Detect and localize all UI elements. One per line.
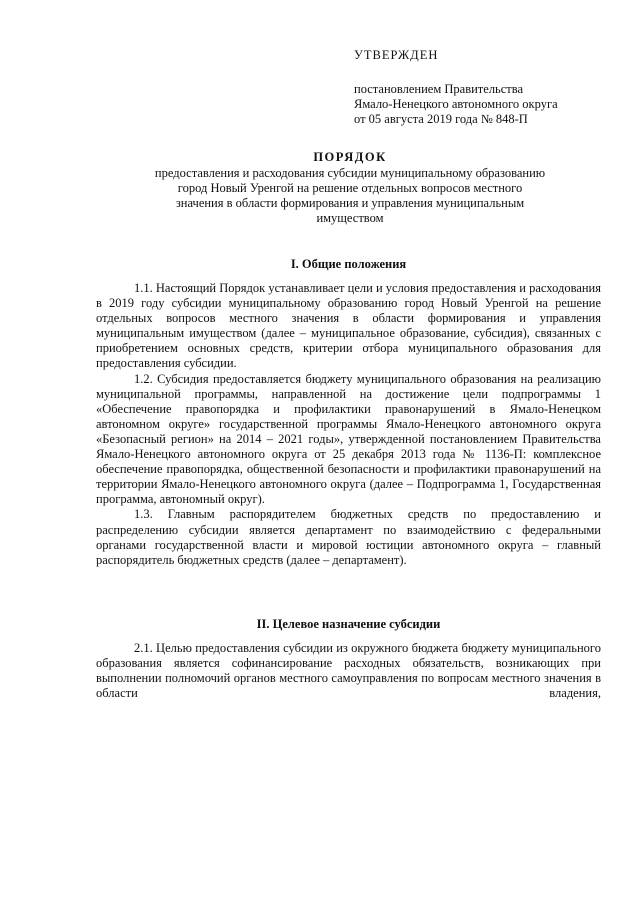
section-general-body (96, 281, 601, 568)
approval-line: от 05 августа 2019 года № 848-П (354, 112, 528, 126)
paragraph: 1.2. Субсидия предоставляется бюджету муниципального образования на реализацию муниципальной программы, направленной на достижение цели подпрограммы 1 «Обеспечение правопорядка и профилактики правонарушений в Ямало-Ненецком автономном округе» государственной программы Ямало-Ненецкого автономного округа «Безопасный регион» на 2014 – 2021 годы», утвержденной постановлением Правительства Ямало-Ненецкого автономного округа от 25 декабря 2013 года № 1136-П: комплексное обеспечение правопорядка, общественной безопасности и профилактики правонарушений на территории Ямало-Ненецкого автономного округа (далее – Подпрограмма 1, Государственная программа, автономный округ). (96, 371, 601, 507)
section-purpose-body (96, 641, 601, 701)
title-line: город Новый Уренгой на решение отдельных вопросов местного (177, 181, 523, 195)
document-title (100, 150, 600, 226)
title-line: предоставления и расходования субсидии муниципальному образованию (154, 166, 546, 180)
section-heading-general: I. Общие положения (290, 257, 407, 271)
section-heading-purpose: II. Целевое назначение субсидии (256, 617, 441, 631)
title-line: значения в области формирования и управления муниципальным (175, 196, 525, 210)
title-line: имуществом (316, 211, 384, 225)
title-main: ПОРЯДОК (313, 150, 387, 164)
approval-stamp: УТВЕРЖДЕН (354, 48, 439, 62)
paragraph: 2.1. Целью предоставления субсидии из окружного бюджета бюджету муниципального образования является софинансирование расходных обязательств, возникающих при выполнении полномочий органов местного самоуправления по вопросам местного значения в области владения, (96, 641, 601, 701)
paragraph: 1.1. Настоящий Порядок устанавливает цели и условия предоставления и расходования в 2019 году субсидии муниципальному образованию город Новый Уренгой на решение отдельных вопросов местного значения в области формирования и управления муниципальным имуществом (далее – муниципальное образование, субсидия), связанных с приобретением основных средств, критерии отбора муниципального образования для предоставления субсидии. (96, 281, 601, 371)
paragraph: 1.3. Главным распорядителем бюджетных средств по предоставлению и распределению субсидии является департамент по взаимодействию с федеральными органами государственной власти и мировой юстиции автономного округа – главный распорядитель бюджетных средств (далее – департамент). (96, 507, 601, 567)
approval-line: постановлением Правительства (354, 82, 524, 96)
approval-line: Ямало-Ненецкого автономного округа (354, 97, 558, 111)
approval-block (354, 48, 624, 127)
